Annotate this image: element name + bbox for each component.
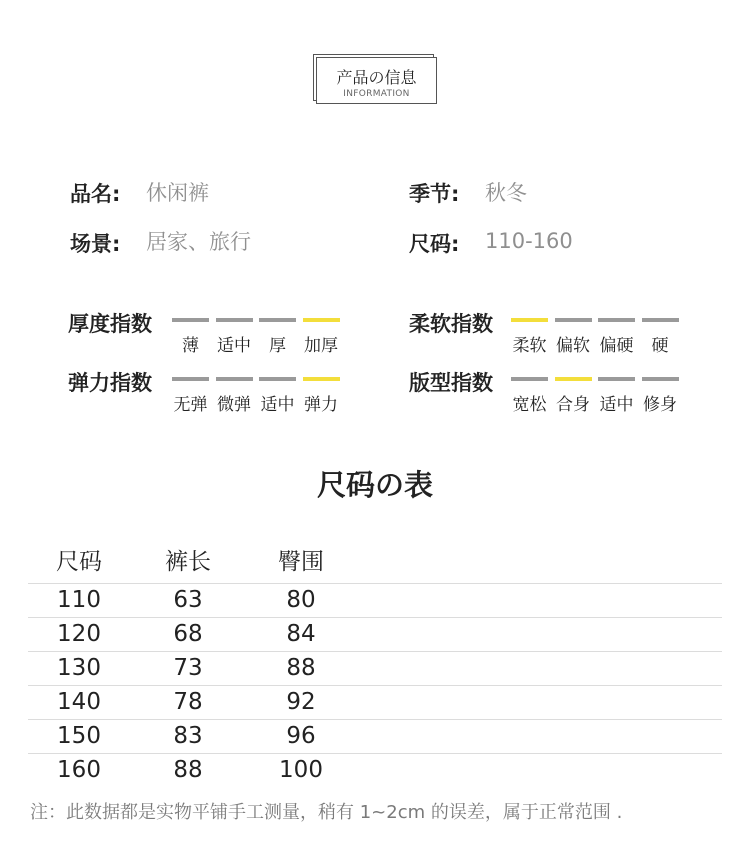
table-row bbox=[28, 617, 722, 652]
header-title: 产品の信息 bbox=[336, 68, 417, 87]
hip-cell: 92 bbox=[286, 689, 316, 715]
size-cell: 140 bbox=[57, 689, 101, 715]
size-cell: 130 bbox=[57, 655, 101, 681]
length-cell: 73 bbox=[173, 655, 203, 681]
thickness-option-label: 薄 bbox=[182, 336, 199, 356]
thickness-bar-4 bbox=[303, 318, 340, 322]
fit-bar-1 bbox=[511, 377, 548, 381]
hip-cell: 96 bbox=[286, 723, 316, 749]
scene-key: 场景: bbox=[70, 232, 121, 256]
length-cell: 78 bbox=[173, 689, 203, 715]
softness-option-label: 硬 bbox=[651, 336, 669, 356]
elasticity-bar-2 bbox=[216, 377, 253, 381]
season-key: 季节: bbox=[409, 182, 460, 206]
elasticity-option-label: 微弹 bbox=[217, 395, 251, 415]
size-table-title: 尺码の表 bbox=[316, 468, 433, 502]
scene-value: 居家、旅行 bbox=[146, 230, 251, 254]
fit-option-label: 宽松 bbox=[512, 395, 547, 415]
section-header bbox=[313, 54, 437, 104]
hip-cell: 84 bbox=[286, 621, 316, 647]
thickness-option-label: 加厚 bbox=[304, 336, 338, 356]
fit-option-label: 适中 bbox=[599, 395, 634, 415]
fit-option-label: 合身 bbox=[556, 395, 590, 415]
thickness-bar-1 bbox=[172, 318, 209, 322]
size-cell: 160 bbox=[57, 757, 101, 783]
size-cell: 120 bbox=[57, 621, 101, 647]
length-cell: 68 bbox=[173, 621, 203, 647]
thickness-option-label: 适中 bbox=[217, 336, 251, 356]
fit-index-label: 版型指数 bbox=[409, 371, 493, 395]
softness-bar-4 bbox=[642, 318, 679, 322]
thickness-index-label: 厚度指数 bbox=[68, 312, 152, 336]
table-row bbox=[28, 685, 722, 720]
fit-option-label: 修身 bbox=[643, 395, 677, 415]
size-key: 尺码: bbox=[409, 232, 460, 256]
elasticity-bar-4 bbox=[303, 377, 340, 381]
thickness-bar-3 bbox=[259, 318, 296, 322]
table-row bbox=[28, 719, 722, 754]
fit-bar-2 bbox=[555, 377, 592, 381]
header-frame-front bbox=[316, 57, 437, 104]
table-row bbox=[28, 753, 722, 788]
measurement-note: 注：此数据都是实物平铺手工测量，稍有 1~2cm 的误差，属于正常范围 . bbox=[30, 802, 623, 823]
elasticity-option-label: 适中 bbox=[260, 395, 295, 415]
table-row bbox=[28, 583, 722, 618]
softness-bar-3 bbox=[598, 318, 635, 322]
softness-bar-2 bbox=[555, 318, 592, 322]
size-value: 110-160 bbox=[485, 229, 573, 253]
thickness-bar-2 bbox=[216, 318, 253, 322]
hip-cell: 88 bbox=[286, 655, 316, 681]
table-row bbox=[28, 651, 722, 686]
softness-option-label: 柔软 bbox=[512, 336, 547, 356]
fit-bar-4 bbox=[642, 377, 679, 381]
elasticity-bar-1 bbox=[172, 377, 209, 381]
name-value: 休闲裤 bbox=[146, 181, 209, 205]
length-cell: 83 bbox=[173, 723, 203, 749]
thickness-option-label: 厚 bbox=[269, 336, 286, 356]
elasticity-bar-3 bbox=[259, 377, 296, 381]
hip-cell: 100 bbox=[279, 757, 323, 783]
header-subtitle: INFORMATION bbox=[343, 89, 410, 99]
softness-option-label: 偏硬 bbox=[599, 336, 634, 356]
size-cell: 110 bbox=[57, 587, 101, 613]
header-length: 裤长 bbox=[165, 549, 211, 575]
length-cell: 63 bbox=[173, 587, 203, 613]
size-cell: 150 bbox=[57, 723, 101, 749]
season-value: 秋冬 bbox=[485, 181, 527, 205]
hip-cell: 80 bbox=[286, 587, 316, 613]
header-size: 尺码 bbox=[56, 549, 102, 575]
softness-bar-1 bbox=[511, 318, 548, 322]
fit-bar-3 bbox=[598, 377, 635, 381]
softness-index-label: 柔软指数 bbox=[409, 312, 493, 336]
elasticity-option-label: 弹力 bbox=[304, 395, 338, 415]
elasticity-option-label: 无弹 bbox=[173, 395, 208, 415]
softness-option-label: 偏软 bbox=[556, 336, 590, 356]
elasticity-index-label: 弹力指数 bbox=[68, 371, 152, 395]
header-hip: 臀围 bbox=[278, 549, 324, 575]
name-key: 品名: bbox=[70, 182, 121, 206]
length-cell: 88 bbox=[173, 757, 203, 783]
